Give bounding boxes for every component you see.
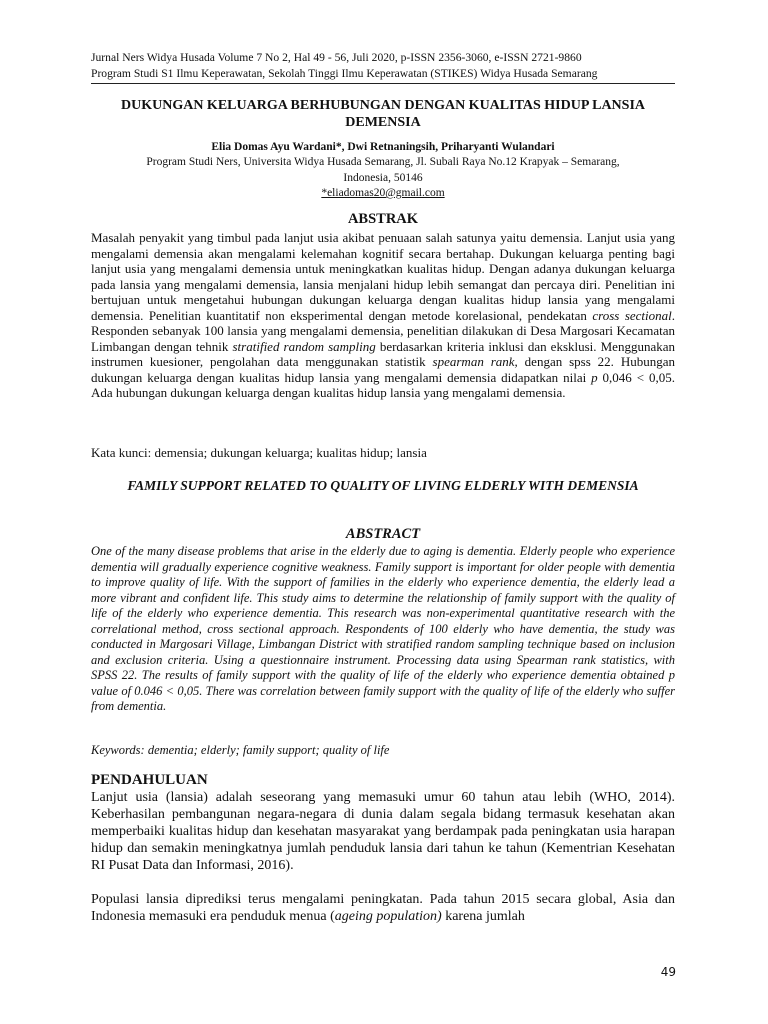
english-title: FAMILY SUPPORT RELATED TO QUALITY OF LIVING ELDERLY WITH DEMENSIA (127, 478, 639, 493)
institution-line: Program Studi S1 Ilmu Keperawatan, Sekolah Tinggi Ilmu Keperawatan (STIKES) Widya Husada Semarang (91, 67, 598, 80)
pendahuluan-paragraph-2 (91, 891, 675, 925)
abstrak-italic-3: spearman rank, (432, 354, 518, 369)
abstrak-text-5: 0,046 < 0,05. Ada hubungan dukungan keluarga dengan kualitas hidup lansia yang mengalami demensia. (91, 369, 675, 400)
pendahuluan-paragraph-1: Lanjut usia (lansia) adalah seseorang yang memasuki umur 60 tahun atau lebih (WHO, 2014). Keberhasilan pembangunan negara-negara di dunia dalam segala bidang termasuk kesehatan akan memperbaiki kualitas hidup dan kesehatan masyarakat yang berdampak pada peningkatan usia harapan hidup dan semakin meningkatnya jumlah penduduk lansia dari tahun ke tahun (Kementrian Kesehatan RI Pusat Data dan Informasi, 2016). (91, 790, 675, 873)
abstrak-heading: ABSTRAK (347, 211, 419, 227)
abstract-body: One of the many disease problems that arise in the elderly due to aging is dementia. Elderly people who experience dementia will gradually experience cognitive weakness. Family support is important for older people with dementia to improve quality of life. With the support of families in the elderly who experience dementia, the elderly lead a more vibrant and confident life. This study aims to determine the relationship of family support with the quality of life of the elderly who experience dementia. This research was non-experimental quantitative research with the correlational method, cross sectional approach. Respondents of 100 elderly who have dementia, the study was conducted in Margosari Village, Limbangan District with stratified random sampling technique based on inclusion and exclusion criteria. Using a questionnaire instrument. Processing data using Spearman rank statistics, with SPSS 22. The results of family support with the quality of life of the elderly who experience dementia obtained p value of 0.046 < 0,05. There was correlation between family support with the quality of life of the elderly who suffer from dementia. (91, 544, 675, 713)
abstrak-italic-4: p (591, 369, 598, 385)
page-number: 49 (660, 965, 676, 979)
kata-kunci: Kata kunci: demensia; dukungan keluarga; kualitas hidup; lansia (91, 445, 427, 460)
paragraph-2-text-a: Populasi lansia diprediksi terus mengalami peningkatan. Pada tahun 2015 secara global, Asia dan Indonesia memasuki era penduduk menua ( (91, 892, 675, 924)
article-title: DUKUNGAN KELUARGA BERHUBUNGAN DENGAN KUALITAS HIDUP LANSIA DEMENSIA (120, 98, 646, 130)
paragraph-2-text-b: karena jumlah (441, 909, 525, 924)
affiliation (91, 155, 675, 202)
abstrak-italic-2: stratified random sampling (232, 338, 376, 354)
abstrak-text-4: dengan spss 22. Hubungan dukungan keluarga dengan kualitas hidup lansia yang mengalami demensia didapatkan nilai (91, 354, 675, 385)
header-rule (91, 83, 675, 84)
affiliation-line-1: Program Studi Ners, Universita Widya Husada Semarang, Jl. Subali Raya No.12 Krapyak – Semarang, (146, 156, 620, 168)
abstract-heading: ABSTRACT (345, 526, 421, 542)
abstrak-text-1: Masalah penyakit yang timbul pada lanjut usia akibat penuaan salah satunya yaitu demensia. Lanjut usia yang mengalami demensia akan mengalami kelemahan kognitif secara bertahap. Dukungan keluarga penting bagi lanjut usia yang mengalami demensia untuk meningkatkan kualitas hidup. Dengan adanya dukungan keluarga pada lansia yang mengalami demensia, lansia menjalani hidup lebih semangat dan percaya diri. Penelitian ini bertujuan untuk mengetahui hubungan dukungan keluarga dengan kualitas hidup lansia yang mengalami demensia. Penelitian kuantitatif non eksperimental dengan metode korelasional, pendekatan (91, 230, 675, 323)
affiliation-line-2: Indonesia, 50146 (343, 171, 423, 184)
abstrak-text-2: . Responden sebanyak 100 lansia yang mengalami demensia, penelitian dilakukan di Desa Margosari Kecamatan Limbangan dengan tehnik (91, 307, 675, 354)
journal-info-line: Jurnal Ners Widya Husada Volume 7 No 2, Hal 49 - 56, Juli 2020, p-ISSN 2356-3060, e-ISSN 2721-9860 (91, 51, 582, 64)
pendahuluan-heading: PENDAHULUAN (91, 772, 208, 788)
author-email[interactable]: *eliadomas20@gmail.com (321, 187, 445, 199)
abstrak-body (91, 230, 675, 401)
paragraph-2-italic: ageing population) (334, 909, 442, 924)
author-list: Elia Domas Ayu Wardani*, Dwi Retnaningsih, Priharyanti Wulandari (211, 141, 555, 153)
abstrak-italic-1: cross sectional (592, 307, 672, 323)
abstrak-text-3: berdasarkan kriteria inklusi dan eksklusi. Menggunakan instrumen kuesioner, pengolahan data menggunakan statistik (91, 338, 675, 369)
keywords: Keywords: dementia; elderly; family support; quality of life (91, 743, 390, 757)
